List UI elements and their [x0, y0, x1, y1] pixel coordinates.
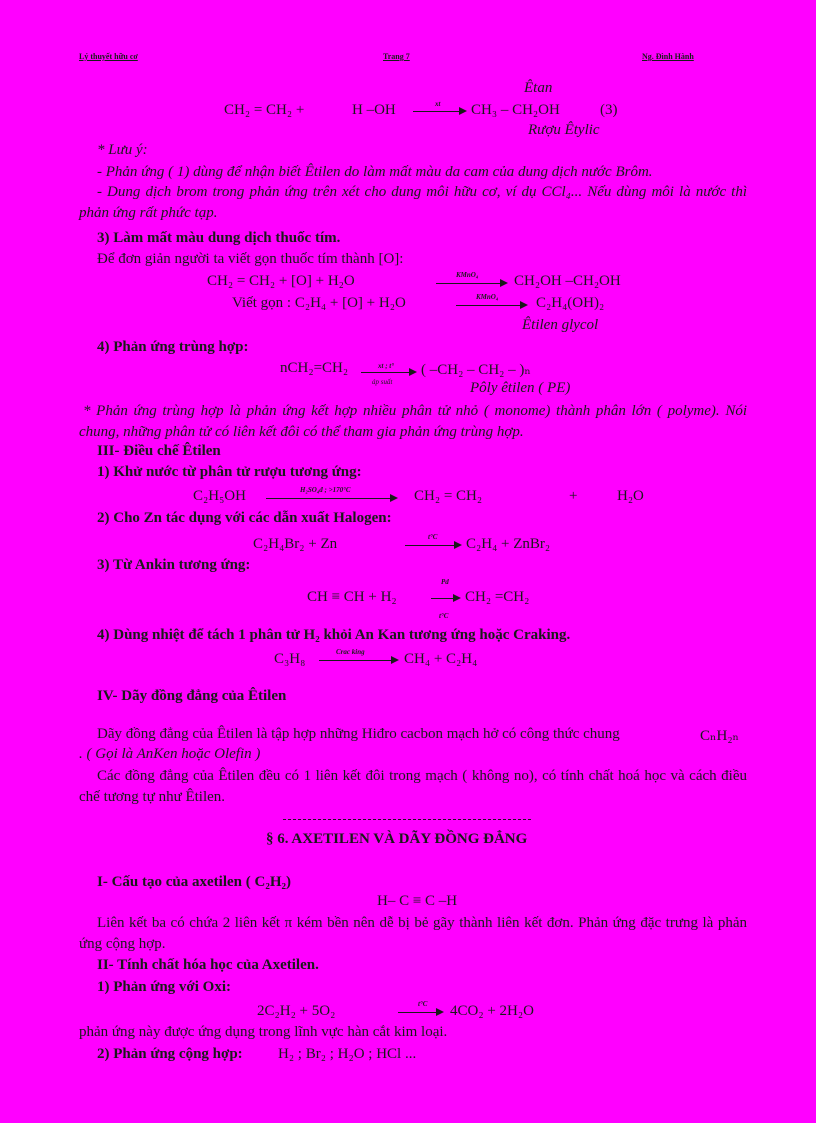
m4-arrow: [319, 660, 397, 661]
s6-r1-title: 1) Phản ứng với Oxi:: [97, 979, 231, 995]
s3-eq2-condition: KMnO₄: [476, 293, 499, 301]
r3-arrow: [413, 111, 465, 112]
s-iv-p1-tail: . ( Gọi là AnKen hoặc Olefin ): [79, 746, 261, 762]
s3-eq1-rhs: CH₂OH –CH₂OH: [514, 273, 621, 289]
header-right: Ng. Đình Hành: [642, 52, 694, 61]
s3-eq1-lhs: CH₂ = CH₂ + [O] + H₂O: [207, 273, 355, 289]
m3-title: 3) Từ Ankin tương ứng:: [97, 557, 251, 573]
s6-r2-list: H₂ ; Br₂ ; H₂O ; HCl ...: [278, 1046, 417, 1062]
r3-reagent: H –OH: [352, 102, 396, 118]
s-iv-formula: CₙH₂ₙ: [700, 728, 740, 744]
s3-eq1-arrow: [436, 283, 506, 284]
s-iv-p2: Các đồng đẳng của Êtilen đều có 1 liên kết đôi trong mạch ( không no), có tính chất hoá học và cách điều chế tương tự như Êtilen.: [79, 768, 747, 805]
s-iii-title: III- Điều chế Êtilen: [97, 443, 221, 459]
section6-title: § 6. AXETILEN VÀ DÃY ĐỒNG ĐẲNG: [266, 831, 528, 847]
s6-structure: H– C ≡ C –H: [377, 893, 458, 909]
r3-bottom-label: Rượu Êtylic: [528, 122, 600, 138]
s4-label: Pôly êtilen ( PE): [470, 380, 571, 396]
s-iv-title: IV- Dãy đồng đẳng của Êtilen: [97, 688, 287, 704]
s6-r1-lhs: 2C₂H₂ + 5O₂: [257, 1003, 336, 1019]
s4-lhs: nCH₂=CH₂: [280, 360, 349, 376]
s3-eq2-arrow: [456, 305, 526, 306]
r3-top-label: Êtan: [524, 80, 553, 96]
m2-lhs: C₂H₄Br₂ + Zn: [253, 536, 338, 552]
s4-arrow: [361, 372, 415, 373]
m2-condition: t°C: [428, 533, 438, 541]
s4-title: 4) Phản ứng trùng hợp:: [97, 339, 249, 355]
r3-condition: xt: [435, 100, 441, 108]
s3-eq2-lhs: Viết gọn : C₂H₄ + [O] + H₂O: [232, 295, 406, 311]
m4-title: 4) Dùng nhiệt để tách 1 phân tử H₂ khỏi An Kan tương ứng hoặc Craking.: [97, 627, 571, 643]
header-center: Trang 7: [383, 52, 410, 61]
m2-rhs: C₂H₄ + ZnBr₂: [466, 536, 551, 552]
m2-arrow: [405, 545, 460, 546]
s4-condition-bottom: áp suất: [372, 378, 393, 386]
s6-r1-condition: t°C: [418, 1000, 428, 1008]
m3-lhs: CH ≡ CH + H₂: [307, 589, 397, 605]
s6-ii-title: II- Tính chất hóa học của Axetilen.: [97, 957, 319, 973]
s4-note: * Phản ứng trùng hợp là phản ứng kết hợp nhiều phân tử nhỏ ( monome) thành phân lớn ( polyme). Nói chung, những phân tử có liên kết đôi có thể tham gia phản ứng trùng hợp.: [79, 403, 747, 440]
s3-eq1-condition: KMnO₄: [456, 271, 479, 279]
s3-intro: Để đơn giản người ta viết gọn thuốc tím thành [O]:: [97, 251, 404, 267]
r3-lhs: CH₂ = CH₂ +: [224, 102, 305, 118]
m4-lhs: C₃H₈: [274, 651, 306, 667]
m3-arrow: [431, 598, 459, 599]
s6-r1-arrow: [398, 1012, 442, 1013]
note-p1: - Phản ứng ( 1) dùng để nhận biết Êtilen do làm mất màu da cam của dung dịch nước Brôm.: [97, 164, 653, 180]
s4-rhs: ( –CH₂ – CH₂ – )ₙ: [421, 362, 531, 378]
header-left: Lý thuyết hữu cơ: [79, 52, 138, 61]
s6-r2-title: 2) Phản ứng cộng hợp:: [97, 1046, 243, 1062]
m1-title: 1) Khử nước từ phân tử rượu tương ứng:: [97, 464, 362, 480]
m1-rhs: CH₂ = CH₂: [414, 488, 483, 504]
note-p2: - Dung dịch brom trong phản ứng trên xét cho dung môi hữu cơ, ví dụ CCl₄... Nếu dùng môi là nước thì phản ứng rất phức tạp.: [79, 184, 747, 221]
separator-line: [283, 819, 531, 820]
m1-lhs: C₂H₅OH: [193, 488, 246, 504]
r3-number: (3): [600, 102, 618, 118]
m3-condition-bottom: t°C: [439, 612, 449, 620]
s6-r1-rhs: 4CO₂ + 2H₂O: [450, 1003, 534, 1019]
m4-rhs: CH₄ + C₂H₄: [404, 651, 478, 667]
s3-title: 3) Làm mất màu dung dịch thuốc tím.: [97, 230, 341, 246]
m2-title: 2) Cho Zn tác dụng với các dẫn xuất Halogen:: [97, 510, 392, 526]
s6-r1-note: phản ứng này được ứng dụng trong lĩnh vực hàn cắt kim loại.: [79, 1024, 448, 1040]
s6-i-text: Liên kết ba có chứa 2 liên kết π kém bền nên dễ bị bẻ gãy thành liên kết đơn. Phản ứng đặc trưng là phản ứng cộng hợp.: [79, 915, 747, 952]
note-title: * Lưu ý:: [97, 142, 148, 158]
m1-plus: +: [569, 488, 578, 504]
m3-rhs: CH₂ =CH₂: [465, 589, 530, 605]
s4-condition-top: xt ; t°: [378, 362, 395, 370]
m1-water: H₂O: [617, 488, 644, 504]
s3-eq2-rhs: C₂H₄(OH)₂: [536, 295, 605, 311]
m4-condition: Crac king: [336, 648, 365, 656]
s3-eq2-label: Êtilen glycol: [522, 317, 599, 333]
s6-i-title: I- Cấu tạo của axetilen ( C₂H₂): [97, 874, 291, 890]
s-iv-p1: Dãy đồng đẳng của Êtilen là tập hợp những Hiđro cacbon mạch hở có công thức chung: [97, 726, 620, 742]
m1-arrow: [266, 498, 396, 499]
m3-condition-top: Pd: [441, 578, 449, 586]
r3-product: CH₃ – CH₂OH: [471, 102, 560, 118]
m1-condition: H₂SO₄đ ; >170°C: [300, 486, 351, 494]
